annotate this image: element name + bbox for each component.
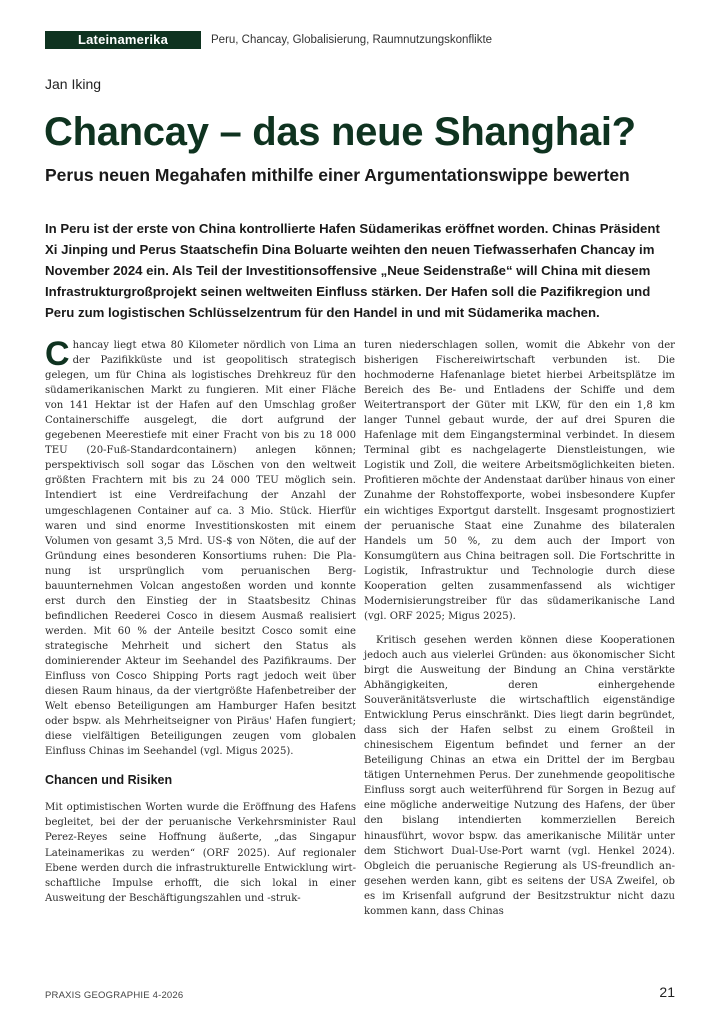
keywords: Peru, Chancay, Globalisierung, Raumnutzungskonflikte (211, 34, 493, 46)
body-paragraph-1 (45, 335, 356, 759)
column-right (364, 338, 675, 919)
article-title: Chancay – das neue Shanghai? (44, 110, 636, 154)
body-paragraph-2-part-2: turen niederschlagen sollen, womit die Abkehr von der bisherigen Fischereiwirtschaft verbunden ist. Die hochmoderne Hafenanlage bietet hierbei Arbeitsplätze im Bereich des Be- und Entladens der Schiffe und dem Weitertransport der Güter mit LKW, für den ein 1,8 km langer Tunnel gebaut wurde, der auf drei Spuren die Hafenlage mit dem Eingangsterminal verbindet. In diesem Terminal gibt es nachgelagerte Dienstleistungen, wie Logistik und Zoll, die weitere Arbeitsmöglichkeiten bieten. Profitieren möchte der Andenstaat darüber hinaus von einer Zunahme der Rohstoffexporte, wobei insbesondere Kupfer ein wichtiges Exportgut darstellt. Insgesamt prognostiziert der peruanische Staat eine Zunahme des bilateralen Handels um 50 %, zu dem auch der Import von Konsumgütern aus China beitragen soll. Die Fortschritte in Logistik, Infrastruktur und Technologie durch diese Kooperation gelten zusammenfassend als wichtiger Modernisierungstreiber für das südamerikanische Land (vgl. ORF 2025; Migus 2025). (364, 340, 675, 622)
body-paragraph-2-part-1: Mit optimistischen Worten wurde die Eröffnung des Hafens begleitet, bei der der peruanische Verkehrsminister Raul Perez-Reyes seine Hoffnung äußerte, „das Singapur Lateinamerikas zu werden“ (ORF 2025). Auf regionaler Ebene werden durch die infrastrukturelle Entwicklung wirtschaftliche Impulse erhofft, die sich lokal in einer Ausweitung der Beschäftigungszahlen und -struk- (45, 802, 356, 904)
body-paragraph-1-text: hancay liegt etwa 80 Kilometer nördlich von Lima an der Pazifikküste und ist geopolitisch strategisch gelegen, um für China als logistisches Drehkreuz für den südamerikanischen Markt zu fungieren. Mit einer Fläche von 141 Hektar ist der Hafen auf den Umschlag großer Containerschiffe ausgelegt, die dort aufgrund der gegebenen Meerestiefe mit einer Fracht von bis zu 18 000 TEU (20-Fuß-Standardcontainern) anlegen können; perspektivisch soll sogar das Löschen von den weltweit größten Frachtern mit bis zu 24 000 TEU möglich sein. Intendiert ist eine Verdreifachung der Anzahl der umgeschlagenen Container auf ca. 3 Mio. Stück. Hierfür waren und sind enorme Investitionskosten mit einem Volumen von gesamt 3,5 Mrd. US-$ von Nöten, die auf der Gründung eines besonderen Konsortiums ruhen: Die Planung ist ursprünglich vom peruanischen Bergbauunternehmen Volcan angestoßen worden und konnte erst durch den Einstieg der in Staatsbesitz Chinas befindlichen Reederei Cosco in diesem Ausmaß realisiert werden. Mit 60 % der Anteile besitzt Cosco somit eine strategische Mehrheit und sichert den Status als dominierender Akteur im Seehandel des Pazifikraums. Der Einfluss von Cosco Shipping Ports ragt jedoch weit über diesen Raum hinaus, da der viertgrößte Hafenbetreiber der Welt ebenso Beteiligungen am Hamburger Hafen besitzt oder bspw. als Mehrheitseigner von Piräus' Hafen fungiert; diese vielfältigen Beteiligungen zeugen vom globalen Einfluss Chinas im Seehandel (vgl. Migus 2025). (45, 340, 356, 758)
lead-text: In Peru ist der erste von China kontrollierte Hafen Südamerikas eröffnet worden. Chinas Präsident Xi Jinping und Perus Staatschefin Dina Boluarte weihten den neuen Tiefwasserhafen Chancay im November 2024 ein. Als Teil der Investitionsoffensive „Neue Seidenstraße“ will China mit diesem Infrastrukturgroßprojekt seinen weltweiten Einfluss stärken. Der Hafen soll die Pazifikregion und Peru zum logistischen Schlüsselzentrum für den Handel in und mit Südamerika machen. (45, 221, 660, 320)
column-left (45, 335, 356, 906)
section-header (45, 31, 492, 49)
publication-footer: PRAXIS GEOGRAPHIE 4-2026 (45, 990, 184, 1001)
lead-paragraph (45, 218, 675, 323)
body-paragraph-3: Kritisch gesehen werden können diese Kooperationen jedoch auch aus vielerlei Gründen: aus ökonomischer Sicht birgt die Ausweitung der Bindung an China verstärkte Abhängigkeiten, deren einhergehende Souveränitätsverluste die wirtschaftlich eigenständige Entwicklung Perus einschränkt. Dies liegt darin begründet, dass sich der Hafen selbst zu einem Großteil in chinesischem Eigentum befindet und ferner an der Beteiligung Chinas an etwa ein Drittel der im Bergbau tätigen Unternehmen Perus. Der zunehmende geopolitische Einfluss sorgt auch weiterführend für Sorgen in Bezug auf eine mögliche anderweitige Nutzung des Hafens, der über den bislang intendierten kommerziellen Bereich hinausführt, wovor bspw. das amerikanische Militär unter dem Stichwort Dual-Use-Port warnt (vgl. Henkel 2024). Obgleich die peruanische Regierung als US-freundlich angesehen werden kann, gibt es seitens der USA Zweifel, ob es im Krisenfall aufgrund der Besitzstruktur nicht dazu kommen kann, dass Chinas (364, 634, 675, 917)
article-subtitle: Perus neuen Megahafen mithilfe einer Argumentationswippe bewerten (45, 165, 630, 185)
drop-cap: C (45, 335, 70, 373)
section-heading: Chancen und Risiken (45, 773, 173, 788)
section-tag: Lateinamerika (45, 31, 201, 49)
author: Jan Iking (45, 76, 102, 92)
page-number: 21 (659, 984, 675, 1000)
